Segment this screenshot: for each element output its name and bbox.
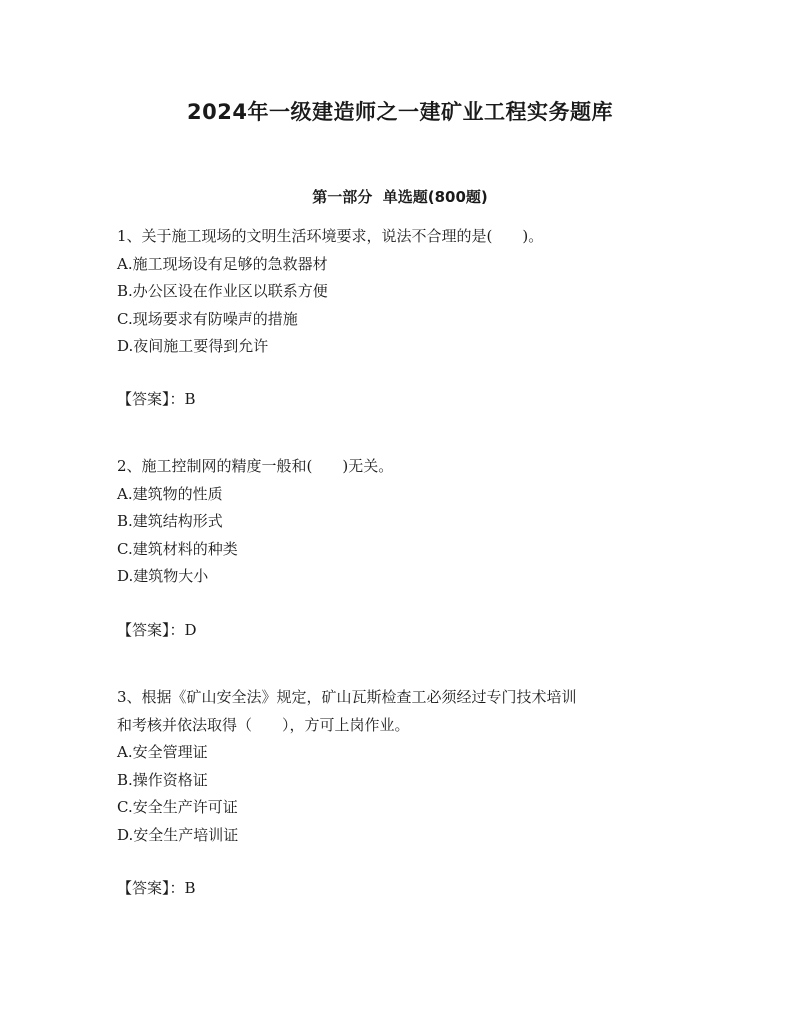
question-stem: 1、关于施工现场的文明生活环境要求，说法不合理的是( )。 [117,227,544,245]
option-d: D.建筑物大小 [117,567,209,585]
option-d: D.安全生产培训证 [117,825,239,844]
document-title: 2024年一级建造师之一建矿业工程实务题库 [187,100,613,124]
option-c: C.现场要求有防噪声的措施 [117,309,298,328]
option-b: B.建筑结构形式 [117,512,223,530]
option-d: D.夜间施工要得到允许 [117,337,269,355]
answer-1: 【答案】：B [117,390,196,408]
option-a: A.建筑物的性质 [117,484,223,503]
option-c: C.安全生产许可证 [117,798,238,816]
answer-3: 【答案】：B [117,879,196,897]
section-heading: 第一部分 单选题(800题) [312,188,488,206]
option-c: C.建筑材料的种类 [117,539,238,558]
question-stem-line-1: 3、根据《矿山安全法》规定，矿山瓦斯检查工必须经过专门技术培训 [117,688,577,706]
option-b: B.操作资格证 [117,770,208,789]
question-1 [117,223,687,361]
answer-2: 【答案】：D [117,621,197,639]
question-stem-line-2: 和考核并依法取得（ ），方可上岗作业。 [117,715,410,734]
question-3 [117,684,687,849]
option-a: A.安全管理证 [117,743,208,761]
option-b: B.办公区设在作业区以联系方便 [117,282,328,300]
question-stem: 2、施工控制网的精度一般和( )无关。 [117,457,394,475]
question-2 [117,453,687,591]
option-a: A.施工现场设有足够的急救器材 [117,254,328,273]
